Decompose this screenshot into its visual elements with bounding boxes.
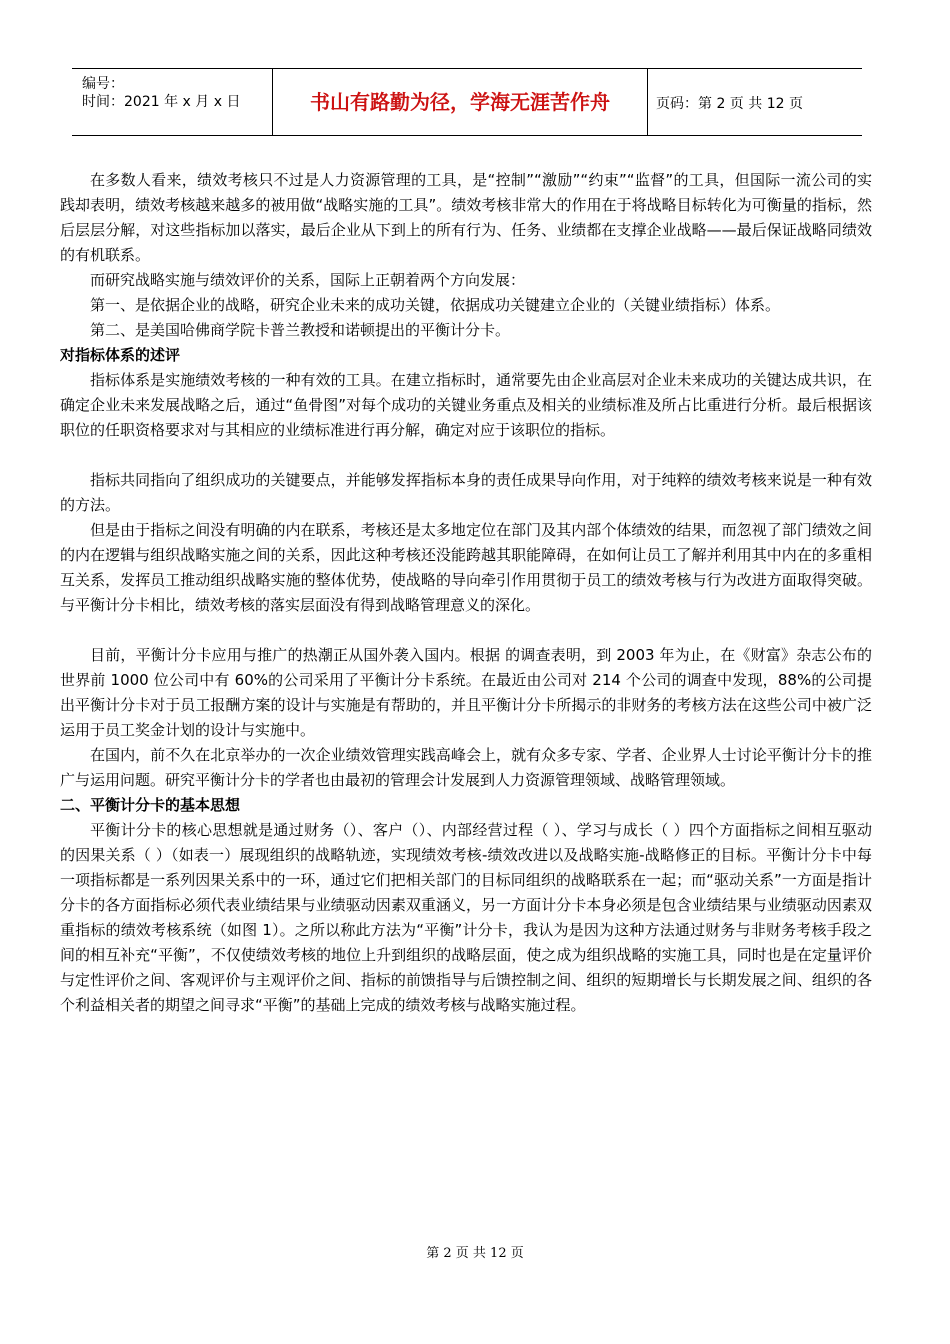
doc-time-label: 时间：2021 年 x 月 x 日 xyxy=(82,94,241,110)
header-motto: 书山有路勤为径，学海无涯苦作舟 xyxy=(310,90,610,114)
paragraph: 目前，平衡计分卡应用与推广的热潮正从国外袭入国内。根据 的调查表明，到 2003 年为止，在《财富》杂志公布的世界前 1000 位公司中有 60%的公司采用了平衡计分卡系统。在最近由公司对 214 个公司的调查中发现，88%的公司提出平衡计分卡对于员工报酬方案的设计与实施是有帮助的，并且平衡计分卡所揭示的非财务的考核方法在这些公司中被广泛运用于员工奖金计划的设计与实施中。 xyxy=(60,646,872,739)
header-page-label: 页码：第 2 页 共 12 页 xyxy=(656,96,803,112)
paragraph: 指标共同指向了组织成功的关键要点，并能够发挥指标本身的责任成果导向作用，对于纯粹的绩效考核来说是一种有效的方法。 xyxy=(60,471,872,514)
paragraph: 第一、是依据企业的战略，研究企业未来的成功关键，依据成功关键建立企业的（关键业绩指标）体系。 xyxy=(90,296,781,314)
paragraph: 但是由于指标之间没有明确的内在联系，考核还是太多地定位在部门及其内部个体绩效的结果，而忽视了部门绩效之间的内在逻辑与组织战略实施之间的关系，因此这种考核还没能跨越其职能障碍，在如何让员工了解并利用其中内在的多重相互关系，发挥员工推动组织战略实施的整体优势，使战略的导向牵引作用贯彻于员工的绩效考核与行为改进方面取得突破。与平衡计分卡相比，绩效考核的落实层面没有得到战略管理意义的深化。 xyxy=(60,521,872,614)
paragraph: 平衡计分卡的核心思想就是通过财务（）、客户（）、内部经营过程（ ）、学习与成长（ ）四个方面指标之间相互驱动的因果关系（ ）（如表一）展现组织的战略轨迹，实现绩效考核-绩效改进以及战略实施-战略修正的目标。平衡计分卡中每一项指标都是一系列因果关系中的一环，通过它们把相关部门的目标同组织的战略联系在一起；而“驱动关系”一方面是指计分卡的各方面指标必须代表业绩结果与业绩驱动因素双重涵义，另一方面计分卡本身必须是包含业绩结果与业绩驱动因素双重指标的绩效考核系统（如图 1）。之所以称此方法为“平衡”计分卡，我认为是因为这种方法通过财务与非财务考核手段之间的相互补充“平衡”，不仅使绩效考核的地位上升到组织的战略层面，使之成为组织战略的实施工具，同时也是在定量评价与定性评价之间、客观评价与主观评价之间、指标的前馈指导与后馈控制之间、组织的短期增长与长期发展之间、组织的各个利益相关者的期望之间寻求“平衡”的基础上完成的绩效考核与战略实施过程。 xyxy=(60,821,872,1014)
blank-line xyxy=(60,618,872,643)
page-footer: 第 2 页 共 12 页 xyxy=(426,1246,524,1261)
page-header xyxy=(72,68,862,136)
document-body xyxy=(60,168,872,1018)
section-heading: 二、平衡计分卡的基本思想 xyxy=(60,796,241,814)
paragraph: 而研究战略实施与绩效评价的关系，国际上正朝着两个方向发展： xyxy=(90,271,526,289)
paragraph: 在多数人看来，绩效考核只不过是人力资源管理的工具，是“控制”“激励”“约束”“监督”的工具，但国际一流公司的实践却表明，绩效考核越来越多的被用做“战略实施的工具”。绩效考核非常大的作用在于将战略目标转化为可衡量的指标，然后层层分解，对这些指标加以落实，最后企业从下到上的所有行为、任务、业绩都在支撑企业战略——最后保证战略同绩效的有机联系。 xyxy=(60,171,872,264)
doc-number-label: 编号： xyxy=(82,76,124,92)
paragraph: 在国内，前不久在北京举办的一次企业绩效管理实践高峰会上，就有众多专家、学者、企业界人士讨论平衡计分卡的推广与运用问题。研究平衡计分卡的学者也由最初的管理会计发展到人力资源管理领域、战略管理领域。 xyxy=(60,746,872,789)
paragraph: 指标体系是实施绩效考核的一种有效的工具。在建立指标时，通常要先由企业高层对企业未来成功的关键达成共识，在确定企业未来发展战略之后，通过“鱼骨图”对每个成功的关键业务重点及相关的业绩标准及所占比重进行分析。最后根据该职位的任职资格要求对与其相应的业绩标准进行再分解，确定对应于该职位的指标。 xyxy=(60,371,872,439)
paragraph: 第二、是美国哈佛商学院卡普兰教授和诺顿提出的平衡计分卡。 xyxy=(90,321,511,339)
section-heading: 对指标体系的述评 xyxy=(60,346,181,364)
header-page-cell xyxy=(648,69,862,135)
blank-line xyxy=(60,443,872,468)
header-motto-cell xyxy=(273,69,648,135)
header-info-cell xyxy=(72,69,273,135)
